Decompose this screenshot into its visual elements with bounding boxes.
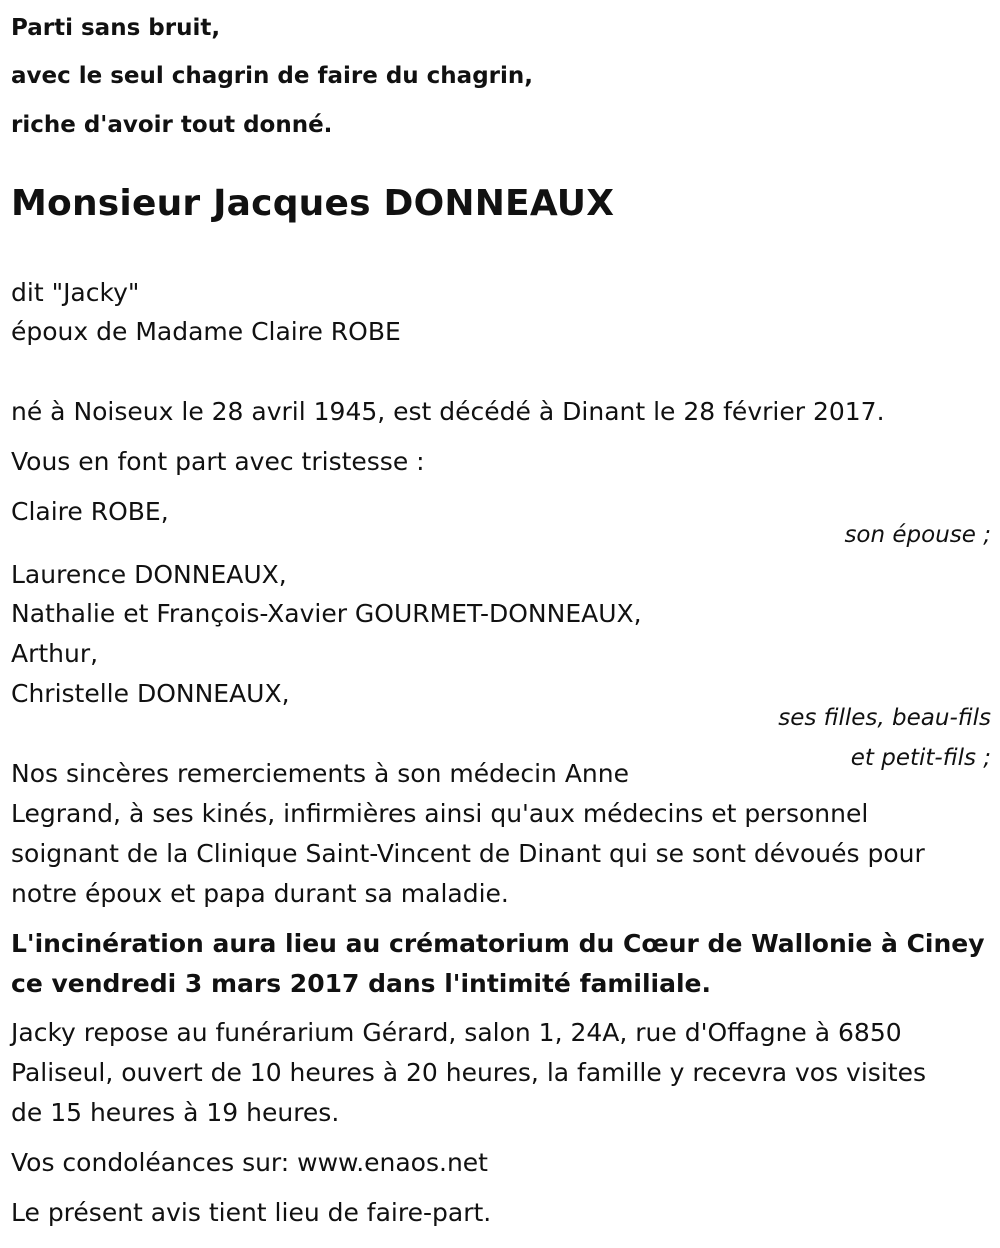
epigraph-line: Parti sans bruit,	[11, 15, 221, 41]
cremation-line: ce vendredi 3 mars 2017 dans l'intimité familiale.	[11, 969, 711, 998]
spouse-line: époux de Madame Claire ROBE	[11, 317, 401, 346]
family-children-relation: ses filles, beau-fils	[778, 705, 991, 731]
birth-death-line: né à Noiseux le 28 avril 1945, est décédé à Dinant le 28 février 2017.	[11, 397, 885, 426]
thanks-line: Legrand, à ses kinés, infirmières ainsi qu'aux médecins et personnel	[11, 799, 869, 828]
family-child: Arthur,	[11, 639, 99, 668]
funeral-home-line: Paliseul, ouvert de 10 heures à 20 heures, la famille y recevra vos visites	[11, 1058, 926, 1087]
announce-intro: Vous en font part avec tristesse :	[11, 447, 425, 476]
obituary-notice	[11, 0, 991, 1248]
thanks-line: notre époux et papa durant sa maladie.	[11, 879, 509, 908]
thanks-line: Nos sincères remerciements à son médecin Anne	[11, 759, 630, 788]
faire-part-notice: Le présent avis tient lieu de faire-part.	[11, 1198, 492, 1227]
epigraph-line: riche d'avoir tout donné.	[11, 112, 333, 138]
family-children-relation: et petit-fils ;	[850, 745, 991, 771]
family-child: Laurence DONNEAUX,	[11, 560, 287, 589]
funeral-home-line: de 15 heures à 19 heures.	[11, 1098, 340, 1127]
cremation-line: L'incinération aura lieu au crématorium du Cœur de Wallonie à Ciney	[11, 929, 985, 958]
family-child: Christelle DONNEAUX,	[11, 679, 290, 708]
family-spouse-name: Claire ROBE,	[11, 497, 169, 526]
family-child: Nathalie et François-Xavier GOURMET-DONNEAUX,	[11, 599, 642, 628]
family-spouse-relation: son épouse ;	[844, 522, 991, 548]
thanks-line: soignant de la Clinique Saint-Vincent de Dinant qui se sont dévoués pour	[11, 839, 925, 868]
condolences-line: Vos condoléances sur: www.enaos.net	[11, 1148, 488, 1177]
nickname: dit "Jacky"	[11, 278, 140, 307]
deceased-name: Monsieur Jacques DONNEAUX	[11, 183, 615, 224]
funeral-home-line: Jacky repose au funérarium Gérard, salon 1, 24A, rue d'Offagne à 6850	[11, 1018, 902, 1047]
epigraph-line: avec le seul chagrin de faire du chagrin,	[11, 63, 534, 89]
